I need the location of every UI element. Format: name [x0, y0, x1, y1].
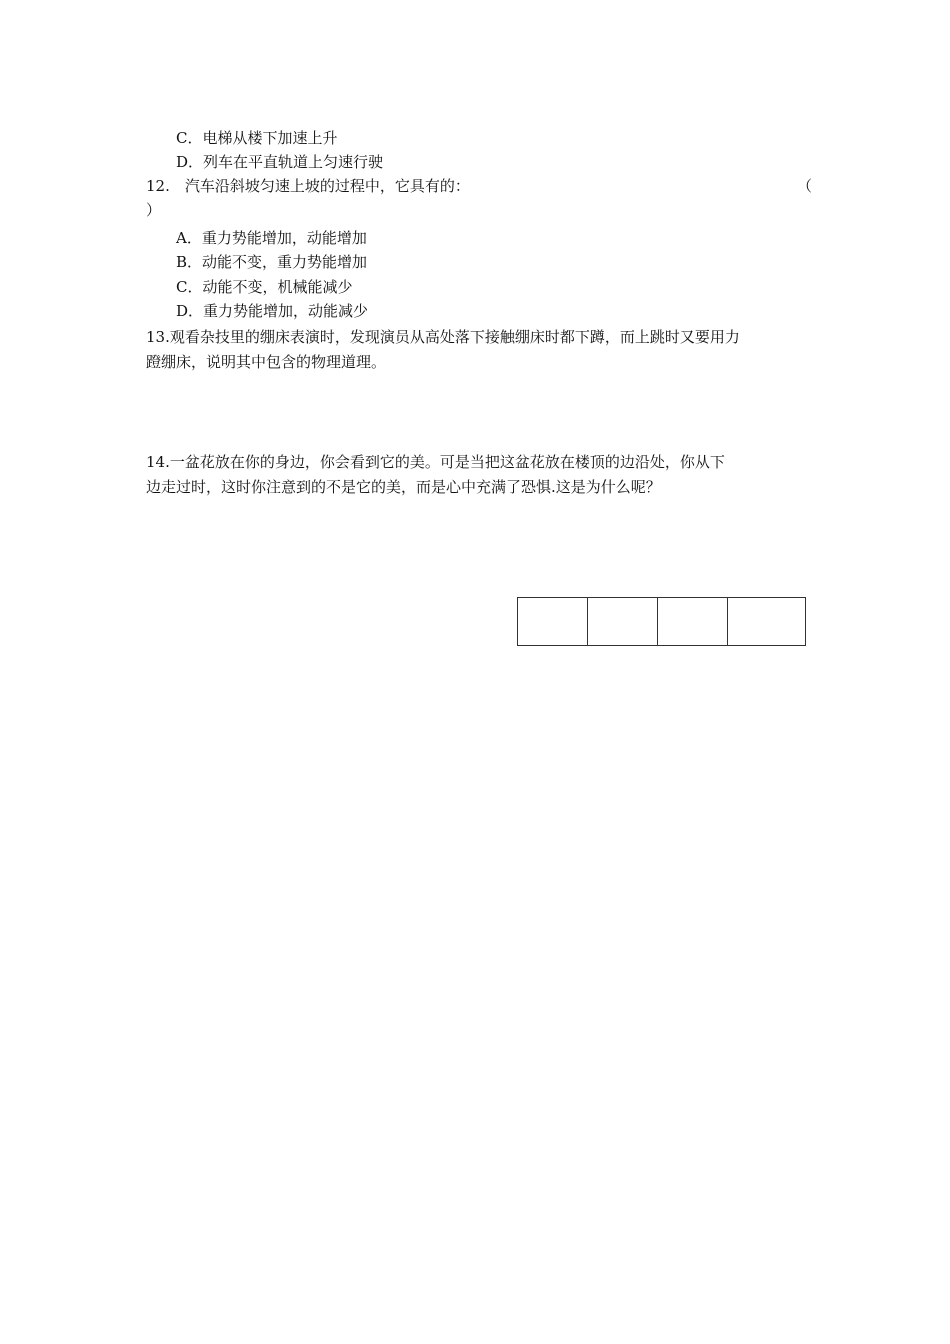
q12-option-d: D．重力势能增加，动能减少: [176, 302, 369, 320]
q11-option-d: D．列车在平直轨道上匀速行驶: [176, 153, 384, 171]
q13-text-line2: 蹬绷床，说明其中包含的物理道理。: [146, 353, 387, 371]
q12-option-a: A．重力势能增加，动能增加: [176, 229, 367, 247]
answer-cell[interactable]: [518, 598, 588, 645]
q14-text-line1: 14.一盆花放在你的身边，你会看到它的美。可是当把这盆花放在楼顶的边沿处，你从下: [146, 453, 725, 471]
q12-answer-paren-open: （: [797, 177, 813, 195]
q12-answer-paren-close: ）: [146, 201, 162, 219]
answer-grid: [517, 597, 806, 646]
answer-cell[interactable]: [588, 598, 658, 645]
q14-text-line2: 边走过时，这时你注意到的不是它的美，而是心中充满了恐惧.这是为什么呢？: [146, 478, 661, 496]
q11-option-c: C．电梯从楼下加速上升: [176, 129, 338, 147]
answer-cell[interactable]: [728, 598, 805, 645]
q13-text-line1: 13.观看杂技里的绷床表演时，发现演员从高处落下接触绷床时都下蹲，而上跳时又要用力: [146, 328, 740, 346]
q12-option-b: B．动能不变，重力势能增加: [176, 253, 368, 271]
q12-stem: 12. 汽车沿斜坡匀速上坡的过程中，它具有的：: [146, 177, 470, 195]
q12-option-c: C．动能不变，机械能减少: [176, 278, 353, 296]
answer-cell[interactable]: [658, 598, 728, 645]
